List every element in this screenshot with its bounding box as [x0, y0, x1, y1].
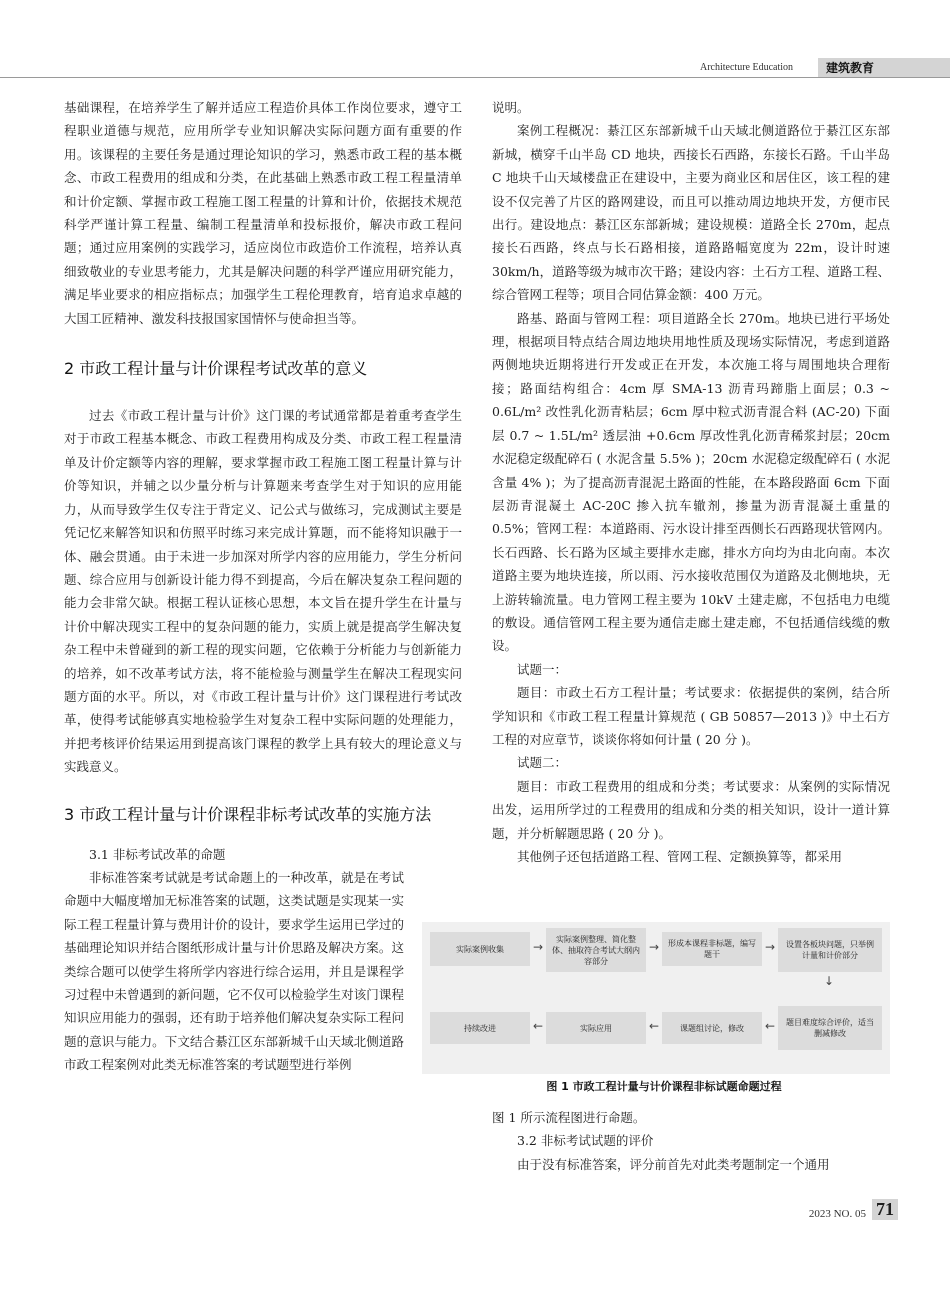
- exam-question-1-title: 试题一：: [517, 661, 568, 677]
- flow-box-2: 实际案例整理、简化整体、抽取符合考试大纲内容部分: [546, 928, 646, 972]
- flowchart-figure: [422, 922, 890, 1074]
- paragraph: 案例工程概况：綦江区东部新城千山天域北侧道路位于綦江区东部新城，横穿千山半岛 CD 地块，西接长石西路，东接长石路。千山半岛 C 地块千山天域楼盘正在建设中，主要为商业区和居住区，该工程的建设不仅完善了片区的路网建设，而且可以推动周边地块开发，方便市民出行。建设地点：綦江区东部新城；建设规模：道路全长 270m，起点接长石西路，终点与长石路相接，道路路幅宽度为 22m，设计时速 30km/h，道路等级为城市次干路；建设内容：土石方工程、道路工程、综合管网工程等；项目合同估算金额：400 万元。: [492, 123, 890, 303]
- arrow-right-icon: →: [533, 940, 544, 954]
- subsection-heading-3-2: 3.2 非标考试试题的评价: [517, 1133, 654, 1149]
- exam-question-2-title: 试题二：: [517, 755, 568, 771]
- arrow-right-icon: →: [649, 940, 660, 954]
- paragraph: 由于没有标准答案，评分前首先对此类考题制定一个通用: [517, 1156, 830, 1172]
- paragraph: 图 1 所示流程图进行命题。: [492, 1110, 646, 1125]
- journal-name-cn: 建筑教育: [826, 61, 875, 75]
- flow-box-1: 实际案例收集: [430, 932, 530, 966]
- page-footer: [809, 1199, 898, 1220]
- section-heading-3: 3 市政工程计量与计价课程非标考试改革的实施方法: [64, 804, 432, 824]
- figure-caption: 图 1 市政工程计量与计价课程非标试题命题过程: [546, 1080, 782, 1093]
- subsection-heading-3-1: 3.1 非标考试改革的命题: [89, 846, 226, 862]
- flow-box-3: 形成本课程非标题，编写题干: [662, 932, 762, 966]
- journal-name-en: Architecture Education: [700, 62, 794, 73]
- paragraph: 基础课程，在培养学生了解并适应工程造价具体工作岗位要求，遵守工程职业道德与规范，应用所学专业知识解决实际问题方面有重要的作用。该课程的主要任务是通过理论知识的学习，熟悉市政工程的基本概念、市政工程费用的组成和分类，在此基础上熟悉市政工程工程量清单和计价定额、掌握市政工程施工图工程量的计算和计价，依据技术规范科学严谨计算工程量、编制工程量清单和投标报价，解决市政工程问题；通过应用案例的实践学习，适应岗位市政造价工作流程，培养认真细致敬业的专业思考能力，尤其是解决问题的科学严谨应用研究能力，满足毕业要求的相应指标点；加强学生工程伦理教育，培育追求卓越的大国工匠精神、激发科技报国家国情怀与使命担当等。: [64, 100, 462, 326]
- right-column: [492, 96, 890, 868]
- arrow-left-icon: ←: [533, 1019, 544, 1033]
- arrow-left-icon: ←: [649, 1019, 660, 1033]
- page-number: 71: [872, 1199, 898, 1220]
- flow-box-7: 实际应用: [546, 1012, 646, 1044]
- paragraph: 过去《市政工程计量与计价》这门课的考试通常都是着重考查学生对于市政工程基本概念、市政工程费用构成及分类、市政工程工程量清单及计价定额等内容的理解，要求掌握市政工程施工图工程量计算与计价等知识，并辅之以少量分析与计算题来考查学生对于知识的应用能力，从而导致学生仅专注于背定义、记公式与做练习，完成测试主要是凭记忆来解答知识和仿照平时练习来完成计算题，而不能将知识融于一体、融会贯通。由于未进一步加深对所学内容的应用能力，学生分析问题、综合应用与创新设计能力得不到提高，今后在解决复杂工程问题的能力会非常欠缺。根据工程认证核心思想，本文旨在提升学生在计量与计价中解决现实工程中的复杂问题的能力，实质上就是提高学生解决复杂工程中未曾碰到的新工程的现实问题，它依赖于分析能力与创新能力的培养，如不改革考试方法，将不能检验与测量学生在解决工程现实问题方面的水平。所以，对《市政工程计量与计价》这门课程进行考试改革，使得考试能够真实地检验学生对复杂工程中实际问题的处理能力，并把考核评价结果运用到提高该门课程的教学上具有较大的理论意义与实践意义。: [64, 408, 462, 775]
- flow-box-8: 持续改进: [430, 1012, 530, 1044]
- exam-question-1: 题目：市政土石方工程计量；考试要求：依据提供的案例，结合所学知识和《市政工程工程量计算规范 ( GB 50857—2013 )》中土石方工程的对应章节，谈谈你将如何计量 ( 20 分 )。: [492, 685, 890, 747]
- flow-box-4: 设置各板块问题，只举例计量和计价部分: [778, 928, 882, 972]
- left-column: [64, 96, 462, 1077]
- section-heading-2: 2 市政工程计量与计价课程考试改革的意义: [64, 359, 368, 379]
- paragraph: 其他例子还包括道路工程、管网工程、定额换算等，都采用: [517, 849, 843, 864]
- flow-box-6: 课题组讨论，修改: [662, 1012, 762, 1044]
- paragraph: 路基、路面与管网工程：项目道路全长 270m。地块已进行平场处理，根据项目特点结合周边地块用地性质及现场实际情况，考虑到道路两侧地块近期将进行开发或正在开发，本次施工将与周围地块合理衔接；路面结构组合：4cm 厚 SMA-13 沥青玛蹄脂上面层；0.3 ~ 0.6L/m² 改性乳化沥青粘层；6cm 厚中粒式沥青混合料 (AC-20) 下面层 0.7 ~ 1.5L/m² 透层油 +0.6cm 厚改性乳化沥青稀浆封层；20cm 水泥稳定级配碎石 ( 水泥含量 5.5% )；20cm 水泥稳定级配碎石 ( 水泥含量 4% )；为了提高沥青混泥土路面的性能，在本路段路面 6cm 下面层沥青混凝土 AC-20C 掺入抗车辙剂，掺量为沥青混凝土重量的 0.5%；管网工程：本道路雨、污水设计排至西侧长石西路现状管网内。长石西路、长石路为区域主要排水走廊，排水方向均为由北向南。本次道路主要为地块连接，所以雨、污水接收范围仅为道路及北侧地块，无上游转输流量。电力管网工程主要为 10kV 土建走廊，不包括电力电缆的敷设。通信管网工程主要为通信走廊土建走廊，不包括通信线缆的敷设。: [492, 310, 890, 654]
- arrow-right-icon: →: [765, 940, 776, 954]
- right-column-lower: [492, 1106, 890, 1176]
- exam-question-2: 题目：市政工程费用的组成和分类；考试要求：从案例的实际情况出发，运用所学过的工程费用的组成和分类的相关知识，设计一道计算题，并分析解题思路 ( 20 分 )。: [492, 778, 890, 841]
- arrow-down-icon: ↓: [824, 974, 835, 988]
- flow-box-5: 题目难度综合评价，适当删减修改: [778, 1006, 882, 1050]
- paragraph: 非标准答案考试就是考试命题上的一种改革，就是在考试命题中大幅度增加无标准答案的试题，这类试题是实现某一实际工程工程量计算与费用计价的设计，要求学生运用已学过的基础理论知识并结合图纸形成计量与计价思路及解决方案。这类综合题可以使学生将所学内容进行综合运用，并且是课程学习过程中未曾遇到的新问题，它不仅可以检验学生对该门课程知识应用能力的强弱，还有助于培养他们解决复杂实际工程问题的意识与能力。下文结合綦江区东部新城千山天域北侧道路市政工程案例对此类无标准答案的考试题型进行举例: [64, 869, 404, 1073]
- issue-number: 2023 NO. 05: [808, 1208, 866, 1220]
- header-rule: [0, 77, 950, 78]
- journal-section-tab: [816, 58, 950, 77]
- arrow-left-icon: ←: [765, 1019, 776, 1033]
- paragraph: 说明。: [492, 100, 530, 115]
